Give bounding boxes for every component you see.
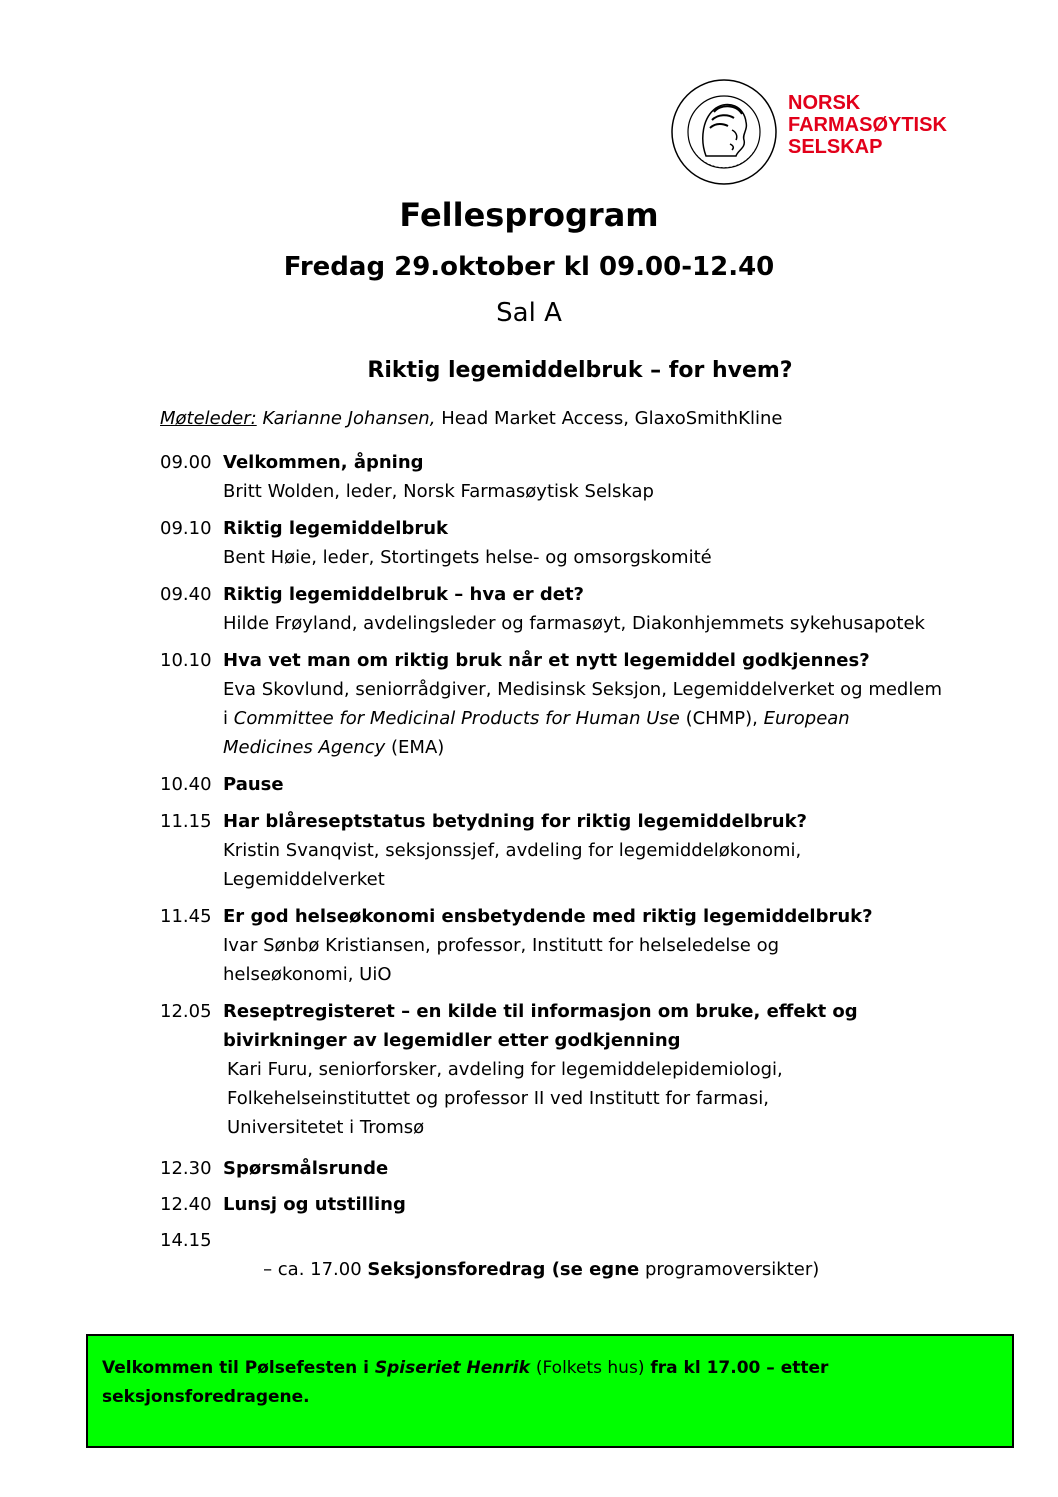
chair-label: Møteleder:: [160, 408, 257, 429]
agenda-item: [160, 1226, 960, 1313]
chair-name: Karianne Johansen,: [262, 408, 436, 429]
agenda-title: Lunsj og utstilling: [223, 1194, 406, 1215]
event-venue: Sal A: [496, 298, 562, 328]
agenda-note-bold: (se egne: [545, 1259, 640, 1280]
agenda-title: Spørsmålsrunde: [223, 1158, 389, 1179]
agenda-speaker: [223, 675, 943, 762]
agenda-title: Har blåreseptstatus betydning for riktig legemiddelbruk?: [223, 811, 807, 832]
speaker-text: Eva Skovlund, seniorrådgiver, Medisinsk Seksjon, Legemiddelverket og medlem i: [223, 679, 942, 729]
org-name: [788, 92, 947, 158]
agenda-time: 11.15: [160, 811, 212, 832]
agenda-time: 09.00: [160, 452, 212, 473]
agenda-item: [160, 646, 960, 762]
agenda-speaker: Ivar Sønbø Kristiansen, professor, Institutt for helseledelse og helseøkonomi, UiO: [223, 935, 780, 985]
org-logo: [670, 78, 947, 186]
agenda-speaker: Hilde Frøyland, avdelingsleder og farmasøyt, Diakonhjemmets sykehusapotek: [223, 613, 925, 634]
agenda-title: Er god helseøkonomi ensbetydende med riktig legemiddelbruk?: [223, 906, 873, 927]
org-name-line: NORSK: [788, 92, 861, 114]
agenda-title: Seksjonsforedrag: [367, 1259, 546, 1280]
agenda-item: [160, 770, 960, 799]
agenda-time: 12.05: [160, 1001, 212, 1022]
event-date: Fredag 29.oktober kl 09.00-12.40: [283, 252, 775, 282]
agenda-time: 12.40: [160, 1194, 212, 1215]
agenda-item: [160, 448, 960, 506]
agenda-time: 10.40: [160, 774, 212, 795]
agenda-title: Hva vet man om riktig bruk når et nytt legemiddel godkjennes?: [223, 650, 870, 671]
agenda-time: 14.15: [160, 1230, 212, 1251]
agenda-speaker: Bent Høie, leder, Stortingets helse- og omsorgskomité: [223, 547, 712, 568]
agenda-speaker: Britt Wolden, leder, Norsk Farmasøytisk Selskap: [223, 481, 654, 502]
agenda-item: [160, 1190, 960, 1219]
seal-icon: [670, 78, 778, 186]
chair-line: [160, 408, 782, 429]
agenda-speaker: Kristin Svanqvist, seksjonssjef, avdeling for legemiddeløkonomi, Legemiddelverket: [223, 840, 802, 890]
agency-abbr: (EMA): [391, 737, 445, 758]
agenda-item: [160, 902, 960, 989]
chair-role: Head Market Access, GlaxoSmithKline: [441, 408, 783, 429]
org-name-line: SELSKAP: [788, 136, 883, 158]
banner-place: Spiseriet Henrik: [374, 1358, 530, 1378]
event-theme: Riktig legemiddelbruk – for hvem?: [367, 358, 793, 383]
agenda-title: Riktig legemiddelbruk – hva er det?: [223, 584, 585, 605]
agenda-item: [160, 807, 960, 894]
agenda: [160, 448, 960, 1313]
banner-location: (Folkets hus): [535, 1358, 645, 1378]
agenda-item: [160, 580, 960, 638]
agenda-title: Velkommen, åpning: [223, 452, 424, 473]
agenda-time: 10.10: [160, 650, 212, 671]
agenda-time: 09.10: [160, 518, 212, 539]
committee-name: Committee for Medicinal Products for Human Use: [233, 708, 680, 729]
banner-text: Velkommen til Pølsefesten i: [102, 1358, 369, 1378]
agency-name: European Medicines Agency: [223, 708, 850, 758]
org-name-line: FARMASØYTISK: [788, 114, 947, 136]
banner-time: fra kl 17.00 – etter seksjonsforedragene.: [102, 1358, 829, 1407]
agenda-item: [160, 514, 960, 572]
agenda-title: Riktig legemiddelbruk: [223, 518, 449, 539]
agenda-item: [160, 997, 960, 1142]
agenda-item: [160, 1154, 960, 1183]
committee-abbr: (CHMP),: [685, 708, 758, 729]
agenda-time: 12.30: [160, 1158, 212, 1179]
agenda-time: 11.45: [160, 906, 212, 927]
party-banner: [86, 1334, 1014, 1448]
agenda-title: Reseptregisteret – en kilde til informasjon om bruke, effekt og bivirkninger av legemidler etter godkjenning: [223, 1001, 858, 1051]
agenda-title: Pause: [223, 774, 284, 795]
agenda-prefix: – ca. 17.00: [257, 1259, 368, 1280]
page-title: Fellesprogram: [399, 196, 659, 234]
agenda-note: programoversikter): [639, 1259, 820, 1280]
agenda-time: 09.40: [160, 584, 212, 605]
agenda-speaker: Kari Furu, seniorforsker, avdeling for legemiddelepidemiologi, Folkehelseinstituttet og professor II ved Institutt for farmasi, Universitetet i Tromsø: [227, 1059, 783, 1138]
